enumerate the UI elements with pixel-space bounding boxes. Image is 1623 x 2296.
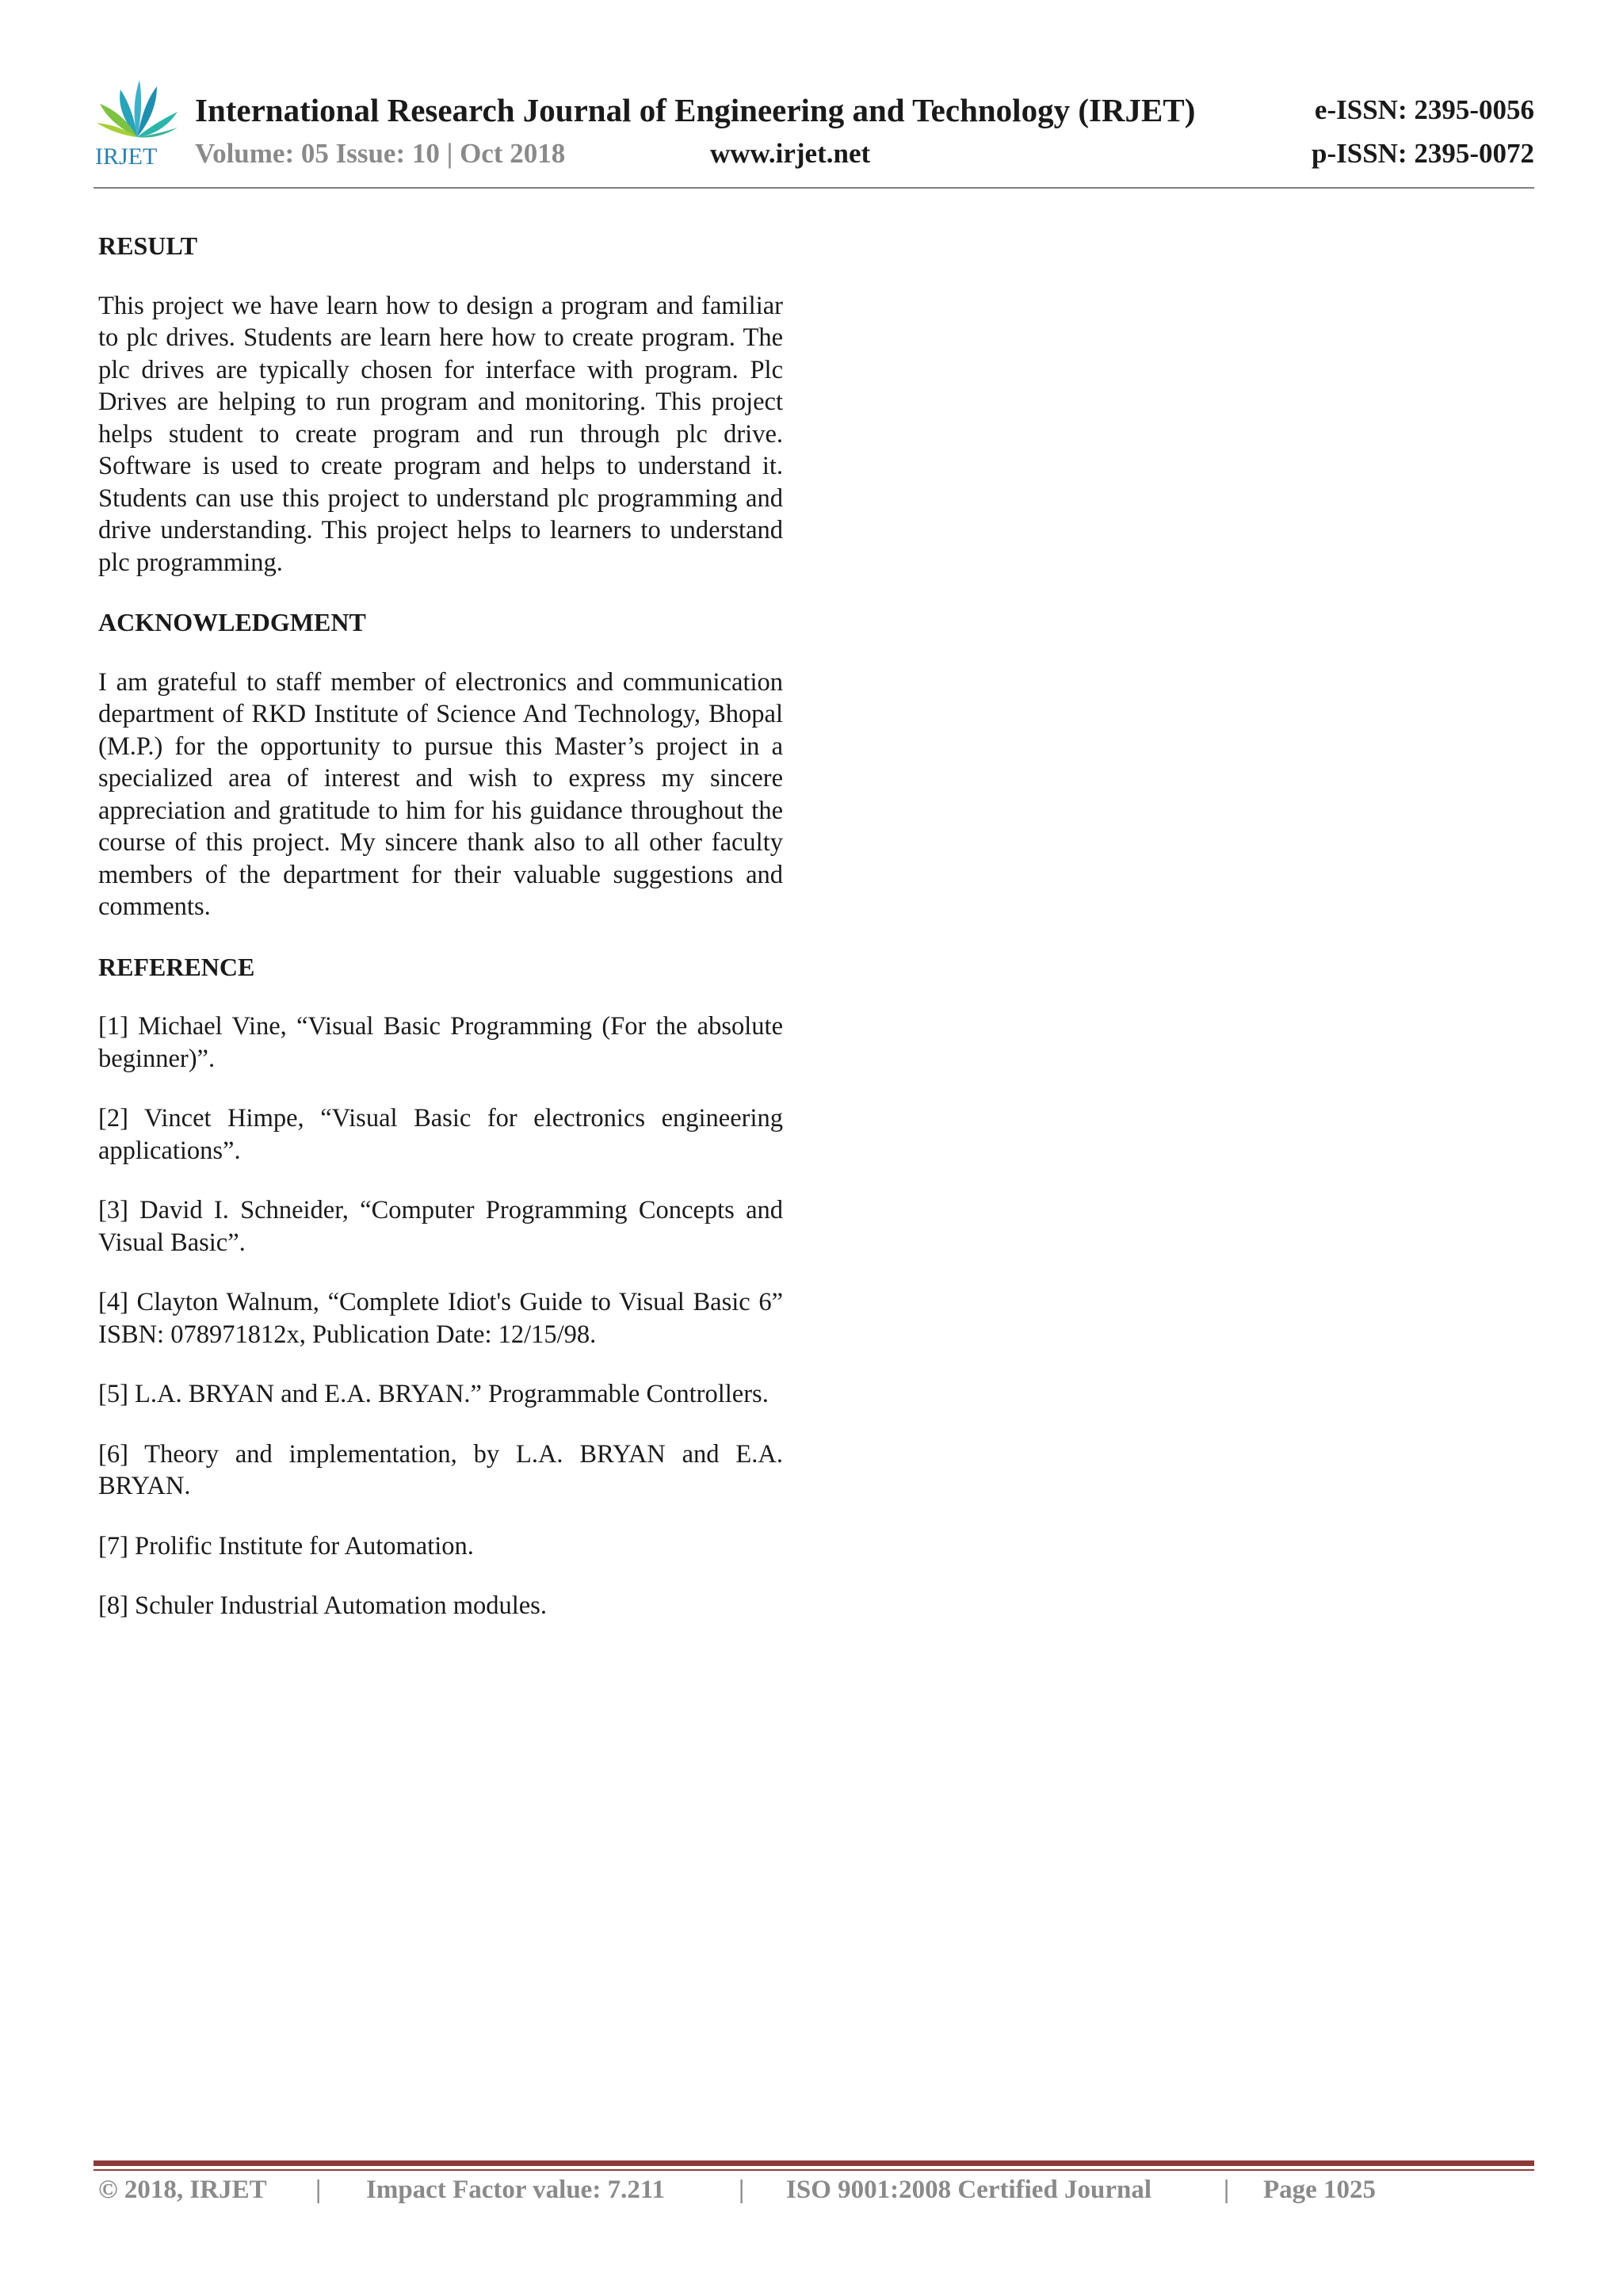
reference-item: [4] Clayton Walnum, “Complete Idiot's Guide to Visual Basic 6” ISBN: 078971812x, Publication Date: 12/15/98. [98,1288,783,1349]
footer-divider-thin [94,2169,1534,2171]
result-paragraph: This project we have learn how to design a program and familiar to plc drives. Students are learn here how to create program. The plc drives are typically chosen for interface with program. Plc Drives are helping to run program and monitoring. This project helps student to create program and run through plc drive. Software is used to create program and helps to understand it. Students can use this project to understand plc programming and drive understanding. This project helps to learners to understand plc programming. [98,291,783,577]
footer-impact-factor: Impact Factor value: 7.211 [366,2176,666,2204]
volume-issue: Volume: 05 Issue: 10 | Oct 2018 [195,138,566,169]
result-heading: RESULT [98,231,198,260]
e-issn: e-ISSN: 2395-0056 [1314,94,1534,125]
journal-website: www.irjet.net [710,138,871,169]
footer-separator: | [739,2176,745,2204]
header-divider [94,187,1534,189]
footer-copyright: © 2018, IRJET [98,2176,267,2204]
logo-text: IRJET [95,143,158,170]
p-issn: p-ISSN: 2395-0072 [1311,138,1534,169]
reference-item: [7] Prolific Institute for Automation. [98,1531,474,1561]
acknowledgment-paragraph: I am grateful to staff member of electronics and communication department of RKD Institute of Science And Technology, Bhopal (M.P.) for the opportunity to pursue this Master’s project in a specialized area of interest and wish to express my sincere appreciation and gratitude to him for his guidance throughout the course of this project. My sincere thank also to all other faculty members of the department for their valuable suggestions and comments. [98,667,783,921]
reference-item: [2] Vincet Himpe, “Visual Basic for electronics engineering applications”. [98,1104,783,1165]
footer-divider-thick [94,2160,1534,2166]
journal-title: International Research Journal of Engineering and Technology (IRJET) [195,92,1196,128]
reference-heading: REFERENCE [98,952,255,981]
reference-item: [1] Michael Vine, “Visual Basic Programming (For the absolute beginner)”. [98,1012,783,1073]
reference-item: [8] Schuler Industrial Automation modules. [98,1591,547,1620]
acknowledgment-heading: ACKNOWLEDGMENT [98,608,366,636]
footer-separator: | [315,2176,322,2204]
irjet-logo [94,75,181,174]
footer-iso-certification: ISO 9001:2008 Certified Journal [786,2176,1152,2204]
reference-item: [5] L.A. BRYAN and E.A. BRYAN.” Programmable Controllers. [98,1380,769,1408]
reference-item: [6] Theory and implementation, by L.A. BRYAN and E.A. BRYAN. [98,1439,783,1500]
reference-item: [3] David I. Schneider, “Computer Programming Concepts and Visual Basic”. [98,1196,783,1257]
left-column [98,230,783,1650]
footer-separator: | [1224,2176,1230,2204]
footer-page-number: Page 1025 [1263,2176,1377,2204]
page-header [94,75,1534,194]
